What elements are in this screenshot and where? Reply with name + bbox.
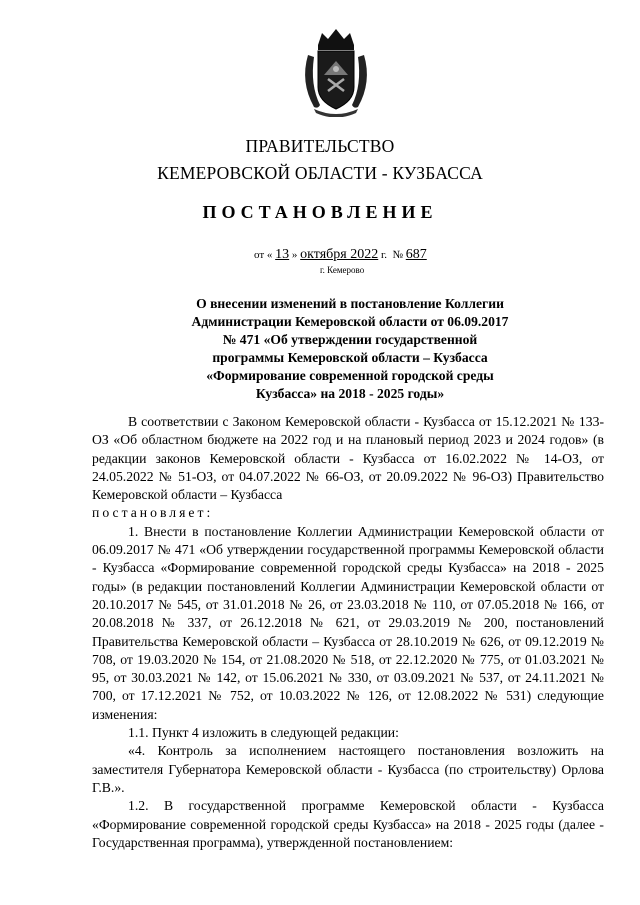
document-dateline [254, 247, 427, 263]
city-label: г. Кемерово [320, 265, 365, 275]
coat-of-arms-emblem [296, 27, 376, 117]
preamble-paragraph: В соответствии с Законом Кемеровской области - Кузбасса от 15.12.2021 № 133-ОЗ «Об областном бюджете на 2022 год и на плановый период 2023 и 2024 годов» (в редакции законов Кемеровской области - Кузбасса от 16.02.2022 № 14-ОЗ, от 24.05.2022 № 51-ОЗ, от 04.07.2022 № 66-ОЗ, от 20.09.2022 № 96-ОЗ) Правительство Кемеровской области – Кузбасса [92, 414, 604, 503]
title-line: Кузбасса» на 2018 - 2025 годы» [255, 386, 445, 401]
clause-1-1-paragraph: 1.1. Пункт 4 изложить в следующей редакции: [128, 725, 399, 741]
document-title [150, 295, 550, 403]
clause-1-paragraph: 1. Внести в постановление Коллегии Администрации Кемеровской области от 06.09.2017 № 471 «Об утверждении государственной программы Кемеровской области - Кузбасса «Формирование современной городской среды Кузбасса» на 2018 - 2025 годы» (в редакции постановлений Коллегии Администрации Кемеровской области от 20.10.2017 № 545, от 31.01.2018 № 26, от 23.03.2018 № 110, от 07.05.2018 № 166, от 20.08.2018 № 337, от 26.12.2018 № 621, от 29.03.2019 № 200, постановлений Правительства Кемеровской области – Кузбасса от 28.10.2019 № 626, от 09.12.2019 № 708, от 19.03.2020 № 154, от 21.08.2020 № 518, от 22.12.2020 № 775, от 01.03.2021 № 95, от 30.03.2021 № 142, от 15.06.2021 № 330, от 03.09.2021 № 537, от 24.11.2021 № 700, от 17.12.2021 № 752, от 10.03.2022 № 126, от 12.08.2022 № 531) следующие изменения: [92, 523, 604, 722]
date-quote-close: » [291, 249, 298, 261]
title-line: «Формирование современной городской среды [206, 368, 494, 383]
number-sign: № [392, 249, 404, 261]
organization-name: ПРАВИТЕЛЬСТВО [245, 136, 395, 156]
title-line: № 471 «Об утверждении государственной [222, 332, 478, 347]
date-prefix: от « [254, 249, 273, 261]
title-line: О внесении изменений в постановление Коллегии [196, 296, 504, 311]
date-year-suffix: г. [380, 249, 388, 261]
clause-1-2-paragraph: 1.2. В государственной программе Кемеровской области - Кузбасса «Формирование современной городской среды Кузбасса» на 2018 - 2025 годы (далее - Государственная программа), утвержденной постановлением: [92, 798, 604, 850]
date-day: 13 [275, 247, 290, 262]
document-type-heading: ПОСТАНОВЛЕНИЕ [202, 202, 438, 222]
region-name: КЕМЕРОВСКОЙ ОБЛАСТИ - КУЗБАССА [157, 163, 483, 183]
title-line: Администрации Кемеровской области от 06.09.2017 [191, 314, 509, 329]
title-line: программы Кемеровской области – Кузбасса [212, 350, 488, 365]
resolves-word: постановляет: [92, 505, 214, 521]
date-month-year: октября 2022 [300, 247, 379, 262]
document-number: 687 [405, 247, 427, 262]
document-body [92, 413, 604, 852]
clause-4-text-paragraph: «4. Контроль за исполнением настоящего постановления возложить на заместителя Губернатора Кемеровской области - Кузбасса (по строительству) Орлова Г.В.». [92, 743, 604, 795]
